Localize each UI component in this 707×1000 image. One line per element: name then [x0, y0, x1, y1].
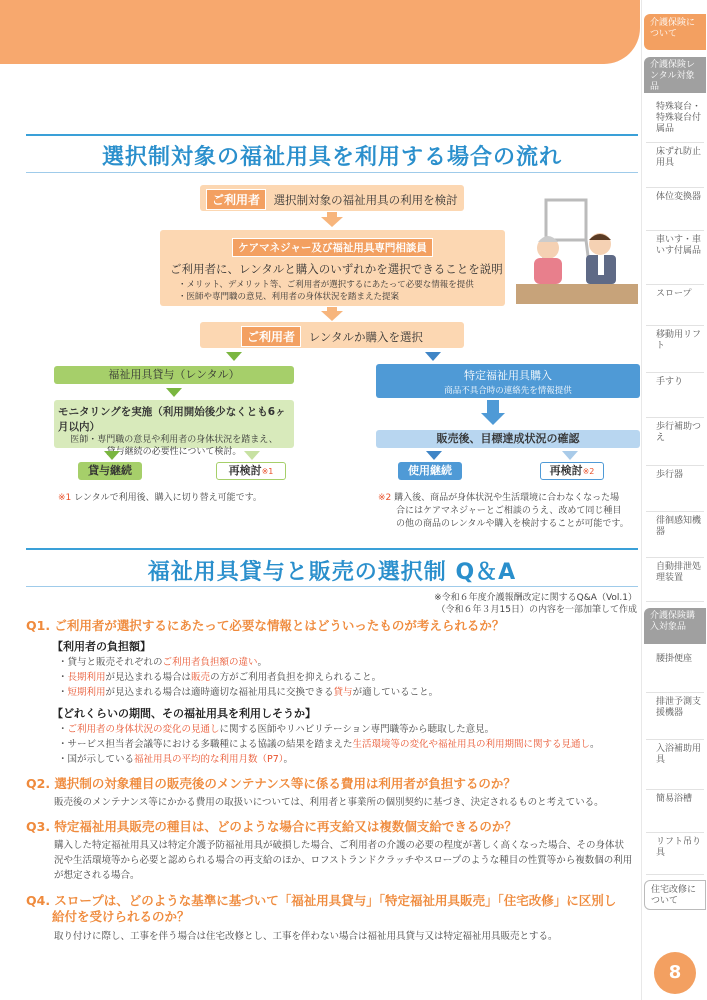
- question-line: Q4. スロープは、どのような基準に基づいて「福祉用具貸与」「特定福祉用具販売」「住宅改修」に区別し: [26, 893, 617, 908]
- sidebar-head-renovation[interactable]: 住宅改修について: [644, 880, 706, 910]
- note-text: 合にはケアマネジャーとご相談のうえ、改めて同じ種目: [396, 506, 622, 516]
- header-band: [0, 0, 640, 64]
- q1-bullet: ・長期利用が見込まれる場合は販売の方がご利用者負担を抑えられること。: [58, 672, 382, 683]
- question-4: [26, 893, 636, 925]
- monitoring-box: [54, 400, 294, 457]
- section-rule-bottom: [26, 586, 638, 587]
- source-note-line: ※令和６年度介護報酬改定に関するQ&A（Vol.1）: [434, 593, 637, 603]
- q1-bullet: ・サービス担当者会議等における多職種による協議の結果を踏まえた生活環境等の変化や福祉用具の利用期間に関する見通し。: [58, 739, 600, 750]
- rental-review-text: 再検討: [228, 464, 262, 477]
- sidebar-item-rental[interactable]: 手すり: [646, 373, 704, 418]
- q1-bullet: ・ご利用者の身体状況の変化の見通しに関する医師やリハビリテーション専門職等から聴取した意見。: [58, 724, 495, 735]
- monitoring-title: モニタリングを実施（利用開始後少なくとも6ヶ月以内）: [58, 406, 286, 433]
- sidebar-item-rental[interactable]: 車いす・車いす付属品: [646, 231, 704, 285]
- flow-arrow-blue: [487, 400, 499, 414]
- flow-step-explain: [160, 230, 505, 306]
- flow-arrow-green: [166, 388, 182, 397]
- section-rule-top: [26, 548, 638, 550]
- flow-arrow: [321, 311, 343, 321]
- rental-review-mark: ※1: [261, 467, 274, 476]
- monitoring-text: 医師・専門職の意見や利用者の身体状況を踏まえ、: [70, 435, 278, 445]
- flow-step-choose: [200, 322, 464, 348]
- sidebar-item-rental[interactable]: 歩行補助つえ: [646, 418, 704, 466]
- q1-heading-period: 【どれくらいの期間、その福祉用具を利用しそうか】: [52, 707, 316, 720]
- sidebar-item-purchase[interactable]: リフト吊り具: [646, 833, 704, 875]
- care-manager-tag: ケアマネジャー及び福祉用具専門相談員: [232, 238, 433, 257]
- purchase-check: 販売後、目標達成状況の確認: [376, 430, 640, 448]
- section-rule-bottom: [26, 172, 638, 173]
- question-3: Q3. 特定福祉用具販売の種目は、どのような場合に再支給又は複数個支給できるのか？: [26, 819, 517, 834]
- sidebar-item-rental[interactable]: 特殊寝台・特殊寝台付属品: [646, 98, 704, 143]
- section-title-qa: 福祉用具貸与と販売の選択制 Q＆A: [147, 560, 517, 585]
- flow-step-choose-text: レンタルか購入を選択: [308, 330, 423, 344]
- question-line: 給付を受けられるのか？: [52, 909, 190, 924]
- flow-arrow-green: [226, 352, 242, 361]
- flow-arrow-blue: [481, 413, 505, 425]
- user-tag: ご利用者: [241, 326, 301, 347]
- q1-bullet: ・短期利用が見込まれる場合は適時適切な福祉用具に交換できる貸与が適していること。: [58, 687, 439, 698]
- sidebar-item-purchase[interactable]: 腰掛便座: [646, 650, 704, 693]
- flow-arrow-green-light: [244, 451, 260, 460]
- q1-heading-cost: 【利用者の負担額】: [52, 640, 151, 653]
- sidebar-item-purchase[interactable]: 入浴補助用具: [646, 740, 704, 790]
- flow-arrow: [321, 217, 343, 227]
- flow-step-explain-bullet: ・メリット、デメリット等、ご利用者が選択するにあたって必要な情報を提供: [178, 280, 474, 290]
- purchase-label: 特定福祉用具購入: [464, 369, 552, 382]
- answer-3: [54, 838, 636, 883]
- sidebar-item-rental[interactable]: 歩行器: [646, 466, 704, 512]
- sidebar-head-purchase[interactable]: 介護保険購入対象品: [644, 608, 706, 644]
- user-tag: ご利用者: [206, 189, 266, 210]
- answer-4: 取り付けに際し、工事を伴う場合は住宅改修とし、工事を伴わない場合は福祉用具貸与又は特定福祉用具販売とする。: [54, 931, 558, 942]
- sidebar-item-rental[interactable]: 自動排泄処理装置: [646, 558, 704, 602]
- consultation-illustration: [516, 192, 638, 304]
- sidebar-item-purchase[interactable]: 簡易浴槽: [646, 790, 704, 833]
- sidebar-item-rental[interactable]: スロープ: [646, 285, 704, 326]
- flow-step-consider: [200, 185, 464, 211]
- flow-step-consider-text: 選択制対象の福祉用具の利用を検討: [273, 193, 458, 207]
- flow-step-explain-main: ご利用者に、レンタルと購入のいずれかを選択できることを説明: [170, 262, 503, 276]
- section-title-flow: 選択制対象の福祉用具を利用する場合の流れ: [101, 145, 562, 170]
- q1-bullet: ・国が示している福祉用具の平均的な利用月数（P7）。: [58, 754, 294, 765]
- purchase-sub: 商品不具合時の連絡先を情報提供: [444, 386, 572, 396]
- question-1: Q1. ご利用者が選択するにあたって必要な情報とはどういったものが考えられるか？: [26, 618, 505, 633]
- sidebar-head-rental[interactable]: 介護保険レンタル対象品: [644, 57, 706, 93]
- rental-label: 福祉用具貸与（レンタル）: [54, 366, 294, 384]
- rental-review-badge: [216, 462, 286, 480]
- note-2: [378, 492, 640, 531]
- sidebar-item-purchase[interactable]: 排泄予測支援機器: [646, 693, 704, 740]
- answer-line: 購入した特定福祉用具又は特定介護予防福祉用具が破損した場合、ご利用者の介護の必要の程度が著しく高くなった場合、その身体状: [54, 840, 625, 851]
- sidebar: [641, 0, 707, 1000]
- rental-continue-badge: 貸与継続: [78, 462, 142, 480]
- page-number: 8: [654, 952, 696, 994]
- purchase-review-badge: [540, 462, 604, 480]
- source-note: [434, 592, 637, 616]
- section-rule-top: [26, 134, 638, 136]
- note-mark: ※2: [378, 493, 392, 503]
- flow-arrow-blue: [425, 352, 441, 361]
- sidebar-item-rental[interactable]: 移動用リフト: [646, 326, 704, 373]
- note-1: [58, 492, 328, 505]
- sidebar-item-rental[interactable]: 徘徊感知機器: [646, 512, 704, 558]
- answer-2: 販売後のメンテナンス等にかかる費用の取扱いについては、利用者と事業所の個別契約に基づき、決定されるものと考えている。: [54, 797, 604, 808]
- q1-bullet: ・貸与と販売それぞれのご利用者負担額の違い。: [58, 657, 268, 668]
- sidebar-item-rental[interactable]: 体位変換器: [646, 188, 704, 231]
- answer-line: が想定される場合。: [54, 870, 140, 881]
- source-note-line: （令和６年３月15日）の内容を一部加筆して作成: [436, 605, 637, 615]
- flow-arrow-blue-light: [562, 451, 578, 460]
- sidebar-item-rental[interactable]: 床ずれ防止用具: [646, 143, 704, 188]
- monitoring-text: 貸与継続の必要性について検討。: [106, 447, 242, 457]
- purchase-review-text: 再検討: [549, 464, 583, 477]
- note-mark: ※1: [58, 493, 72, 503]
- answer-line: 況や生活環境等から必要と認められる場合の再支給のほか、ロフストランドクラッチやスロープのような種目の性質等から複数個の利用: [54, 855, 633, 866]
- flow-arrow-green: [104, 451, 120, 460]
- flow-arrow-blue: [426, 451, 442, 460]
- purchase-review-mark: ※2: [582, 467, 595, 476]
- note-text: の他の商品のレンタルや購入を検討することが可能です。: [396, 519, 629, 529]
- purchase-box: [376, 364, 640, 398]
- question-2: Q2. 選択制の対象種目の販売後のメンテナンス等に係る費用は利用者が負担するのか？: [26, 776, 516, 791]
- note-text: 購入後、商品が身体状況や生活環境に合わなくなった場: [394, 493, 620, 503]
- note-text: レンタルで利用後、購入に切り替え可能です。: [74, 493, 262, 503]
- sidebar-head-about[interactable]: 介護保険について: [644, 14, 706, 50]
- flow-step-explain-bullet: ・医師や専門職の意見、利用者の身体状況を踏まえた提案: [178, 292, 400, 302]
- purchase-continue-badge: 使用継続: [398, 462, 462, 480]
